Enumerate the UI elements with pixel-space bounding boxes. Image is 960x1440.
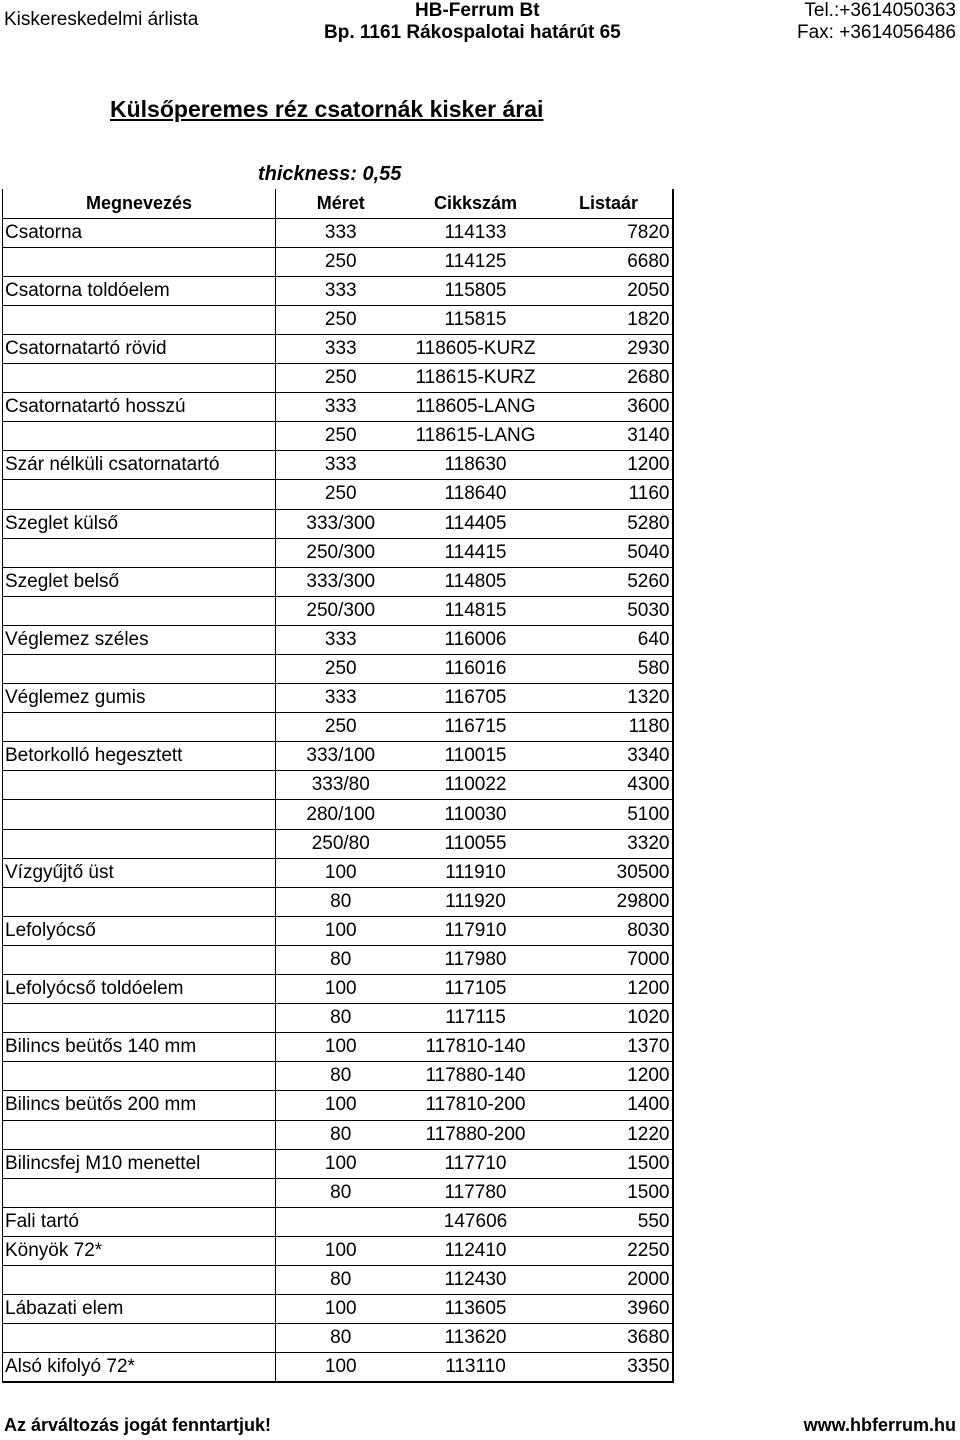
cell-size: 250 (276, 305, 406, 334)
cell-price: 3680 (546, 1324, 673, 1353)
table-row (3, 771, 673, 800)
cell-code: 118615-LANG (406, 422, 546, 451)
cell-code: 111920 (406, 887, 546, 916)
page-title: Külsőperemes réz csatornák kisker árai (110, 96, 544, 122)
cell-code: 116006 (406, 625, 546, 654)
cell-name: Lefolyócső toldóelem (3, 975, 276, 1004)
cell-code: 110055 (406, 829, 546, 858)
cell-size: 250/300 (276, 596, 406, 625)
table-row (3, 509, 673, 538)
cell-code: 114405 (406, 509, 546, 538)
cell-name: Bilincs beütős 200 mm (3, 1091, 276, 1120)
table-row (3, 713, 673, 742)
column-header-name: Megnevezés (3, 189, 276, 218)
table-row (3, 305, 673, 334)
cell-code: 117105 (406, 975, 546, 1004)
table-row (3, 655, 673, 684)
table-row (3, 480, 673, 509)
cell-price: 4300 (546, 771, 673, 800)
cell-name: Csatornatartó rövid (3, 334, 276, 363)
cell-code: 117115 (406, 1004, 546, 1033)
cell-name: Alsó kifolyó 72* (3, 1353, 276, 1382)
cell-code: 118640 (406, 480, 546, 509)
cell-name (3, 480, 276, 509)
cell-code: 118630 (406, 451, 546, 480)
cell-price: 5030 (546, 596, 673, 625)
cell-size: 280/100 (276, 800, 406, 829)
cell-price: 7000 (546, 945, 673, 974)
cell-price: 6680 (546, 247, 673, 276)
cell-name: Szár nélküli csatornatartó (3, 451, 276, 480)
table-row (3, 1236, 673, 1265)
cell-name (3, 1062, 276, 1091)
cell-price: 1200 (546, 451, 673, 480)
cell-code: 113605 (406, 1295, 546, 1324)
cell-code: 118615-KURZ (406, 364, 546, 393)
header-left: Kiskereskedelmi árlista (4, 9, 199, 30)
cell-name: Fali tartó (3, 1207, 276, 1236)
table-row (3, 1324, 673, 1353)
cell-code: 110030 (406, 800, 546, 829)
cell-name (3, 422, 276, 451)
cell-name (3, 305, 276, 334)
cell-size: 333 (276, 276, 406, 305)
cell-size: 333 (276, 451, 406, 480)
cell-size: 80 (276, 945, 406, 974)
cell-code: 117880-200 (406, 1120, 546, 1149)
cell-size: 100 (276, 858, 406, 887)
cell-size: 250 (276, 422, 406, 451)
cell-size: 100 (276, 1091, 406, 1120)
cell-size: 80 (276, 887, 406, 916)
table-row (3, 1033, 673, 1062)
cell-size: 333/300 (276, 509, 406, 538)
cell-name (3, 1265, 276, 1294)
table-row (3, 567, 673, 596)
cell-price: 1160 (546, 480, 673, 509)
cell-price: 3600 (546, 393, 673, 422)
cell-price: 2000 (546, 1265, 673, 1294)
table-row (3, 1091, 673, 1120)
cell-price: 2050 (546, 276, 673, 305)
cell-code: 117710 (406, 1149, 546, 1178)
cell-size: 250/80 (276, 829, 406, 858)
cell-price: 1220 (546, 1120, 673, 1149)
cell-size: 333 (276, 625, 406, 654)
cell-name (3, 1324, 276, 1353)
header-company: HB-Ferrum Bt (415, 0, 540, 21)
cell-name (3, 655, 276, 684)
cell-price: 3340 (546, 742, 673, 771)
cell-price: 1370 (546, 1033, 673, 1062)
cell-code: 117810-200 (406, 1091, 546, 1120)
table-row (3, 829, 673, 858)
cell-name: Bilincs beütős 140 mm (3, 1033, 276, 1062)
table-row (3, 1149, 673, 1178)
cell-code: 114805 (406, 567, 546, 596)
cell-name (3, 364, 276, 393)
cell-size: 333 (276, 393, 406, 422)
cell-price: 580 (546, 655, 673, 684)
cell-name (3, 887, 276, 916)
table-row (3, 538, 673, 567)
cell-name (3, 247, 276, 276)
cell-name: Könyök 72* (3, 1236, 276, 1265)
cell-size: 333 (276, 334, 406, 363)
table-row (3, 975, 673, 1004)
table-row (3, 393, 673, 422)
table-row (3, 1353, 673, 1382)
cell-size: 80 (276, 1004, 406, 1033)
cell-name (3, 800, 276, 829)
cell-size: 80 (276, 1265, 406, 1294)
cell-price: 640 (546, 625, 673, 654)
cell-code: 117780 (406, 1178, 546, 1207)
cell-code: 116705 (406, 684, 546, 713)
cell-name (3, 829, 276, 858)
column-header-size: Méret (276, 189, 406, 218)
cell-name (3, 771, 276, 800)
header-fax: Fax: +3614056486 (797, 22, 956, 43)
cell-size: 100 (276, 1149, 406, 1178)
cell-code: 117810-140 (406, 1033, 546, 1062)
table-row (3, 364, 673, 393)
cell-size: 100 (276, 1353, 406, 1382)
cell-size: 100 (276, 1295, 406, 1324)
cell-price: 5040 (546, 538, 673, 567)
cell-size: 250 (276, 364, 406, 393)
cell-code: 116016 (406, 655, 546, 684)
table-row (3, 945, 673, 974)
cell-code: 147606 (406, 1207, 546, 1236)
cell-code: 115815 (406, 305, 546, 334)
cell-size: 100 (276, 1236, 406, 1265)
cell-code: 113110 (406, 1353, 546, 1382)
cell-name: Szeglet külső (3, 509, 276, 538)
table-row (3, 684, 673, 713)
cell-price: 1020 (546, 1004, 673, 1033)
cell-price: 2250 (546, 1236, 673, 1265)
cell-name (3, 538, 276, 567)
cell-code: 116715 (406, 713, 546, 742)
table-row (3, 887, 673, 916)
cell-price: 1400 (546, 1091, 673, 1120)
table-row (3, 276, 673, 305)
cell-size: 333/100 (276, 742, 406, 771)
cell-price: 3350 (546, 1353, 673, 1382)
cell-price: 30500 (546, 858, 673, 887)
cell-name (3, 945, 276, 974)
cell-price: 1200 (546, 1062, 673, 1091)
table-row (3, 742, 673, 771)
table-row (3, 1207, 673, 1236)
cell-size: 333 (276, 684, 406, 713)
cell-code: 110015 (406, 742, 546, 771)
cell-name (3, 713, 276, 742)
table-row (3, 218, 673, 247)
cell-price: 2680 (546, 364, 673, 393)
column-header-price: Listaár (546, 189, 673, 218)
cell-price: 3960 (546, 1295, 673, 1324)
table-row (3, 596, 673, 625)
cell-price: 550 (546, 1207, 673, 1236)
cell-price: 2930 (546, 334, 673, 363)
cell-size: 250 (276, 480, 406, 509)
cell-code: 112410 (406, 1236, 546, 1265)
table-row (3, 858, 673, 887)
cell-price: 5280 (546, 509, 673, 538)
cell-size (276, 1207, 406, 1236)
table-row (3, 1062, 673, 1091)
cell-code: 113620 (406, 1324, 546, 1353)
header-tel: Tel.:+3614050363 (804, 0, 956, 21)
cell-price: 1200 (546, 975, 673, 1004)
table-row (3, 1004, 673, 1033)
cell-price: 1820 (546, 305, 673, 334)
table-row (3, 451, 673, 480)
cell-name (3, 1120, 276, 1149)
footer-disclaimer: Az árváltozás jogát fenntartjuk! (4, 1415, 272, 1435)
table-row (3, 625, 673, 654)
cell-price: 1500 (546, 1178, 673, 1207)
cell-name: Csatornatartó hosszú (3, 393, 276, 422)
cell-code: 117910 (406, 916, 546, 945)
cell-size: 100 (276, 975, 406, 1004)
cell-code: 118605-KURZ (406, 334, 546, 363)
cell-price: 1180 (546, 713, 673, 742)
cell-price: 1500 (546, 1149, 673, 1178)
cell-name (3, 1004, 276, 1033)
cell-price: 7820 (546, 218, 673, 247)
cell-size: 80 (276, 1062, 406, 1091)
table-row (3, 1265, 673, 1294)
cell-price: 1320 (546, 684, 673, 713)
table-row (3, 1120, 673, 1149)
header-address: Bp. 1161 Rákospalotai határút 65 (324, 22, 621, 43)
cell-name: Betorkolló hegesztett (3, 742, 276, 771)
table-row (3, 247, 673, 276)
table-row (3, 1295, 673, 1324)
cell-code: 114133 (406, 218, 546, 247)
cell-size: 80 (276, 1324, 406, 1353)
cell-name: Lábazati elem (3, 1295, 276, 1324)
cell-code: 112430 (406, 1265, 546, 1294)
footer-website-link[interactable]: www.hbferrum.hu (803, 1415, 956, 1435)
cell-name: Lefolyócső (3, 916, 276, 945)
cell-name: Véglemez széles (3, 625, 276, 654)
thickness-label: thickness: 0,55 (258, 163, 402, 185)
table-header-row (3, 189, 673, 218)
table-row (3, 800, 673, 829)
cell-code: 110022 (406, 771, 546, 800)
cell-price: 8030 (546, 916, 673, 945)
cell-name: Bilincsfej M10 menettel (3, 1149, 276, 1178)
cell-name: Véglemez gumis (3, 684, 276, 713)
cell-price: 3320 (546, 829, 673, 858)
cell-price: 29800 (546, 887, 673, 916)
cell-code: 118605-LANG (406, 393, 546, 422)
cell-size: 250/300 (276, 538, 406, 567)
cell-name: Csatorna toldóelem (3, 276, 276, 305)
cell-size: 250 (276, 713, 406, 742)
cell-size: 100 (276, 916, 406, 945)
table-row (3, 422, 673, 451)
cell-code: 114415 (406, 538, 546, 567)
table-row (3, 916, 673, 945)
cell-size: 333/80 (276, 771, 406, 800)
cell-price: 3140 (546, 422, 673, 451)
cell-name: Vízgyűjtő üst (3, 858, 276, 887)
cell-size: 100 (276, 1033, 406, 1062)
cell-name (3, 1178, 276, 1207)
cell-size: 333 (276, 218, 406, 247)
cell-price: 5260 (546, 567, 673, 596)
cell-name: Szeglet belső (3, 567, 276, 596)
cell-size: 333/300 (276, 567, 406, 596)
table-row (3, 1178, 673, 1207)
cell-code: 114125 (406, 247, 546, 276)
cell-code: 117880-140 (406, 1062, 546, 1091)
column-header-code: Cikkszám (406, 189, 546, 218)
cell-size: 250 (276, 655, 406, 684)
cell-size: 250 (276, 247, 406, 276)
cell-code: 117980 (406, 945, 546, 974)
cell-price: 5100 (546, 800, 673, 829)
table-body (3, 218, 673, 1382)
cell-name (3, 596, 276, 625)
price-table (2, 189, 674, 1383)
cell-code: 115805 (406, 276, 546, 305)
cell-name: Csatorna (3, 218, 276, 247)
cell-size: 80 (276, 1120, 406, 1149)
cell-code: 114815 (406, 596, 546, 625)
cell-size: 80 (276, 1178, 406, 1207)
table-row (3, 334, 673, 363)
cell-code: 111910 (406, 858, 546, 887)
